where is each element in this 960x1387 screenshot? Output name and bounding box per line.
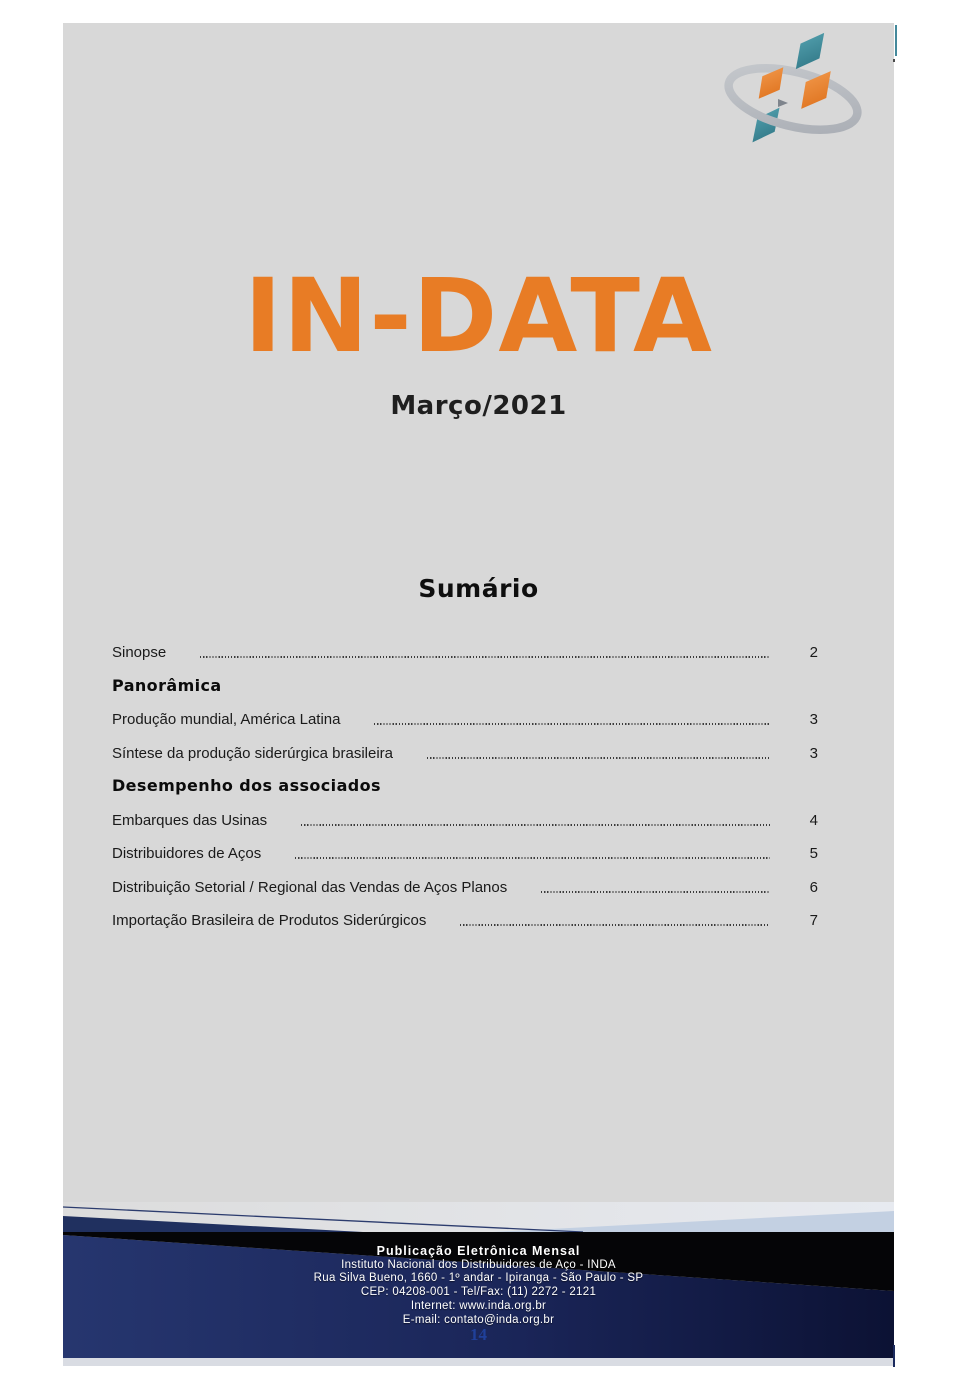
toc-page-number: 5 <box>809 845 818 862</box>
page <box>63 23 894 1366</box>
footer-institute-line: Instituto Nacional dos Distribuidores de Aço - INDA <box>341 1258 616 1271</box>
dotted-leader <box>427 757 770 759</box>
footer-contact-block <box>63 1245 894 1327</box>
table-of-contents <box>63 640 894 942</box>
toc-section-label: Desempenho dos associados <box>112 776 381 795</box>
summary-heading: Sumário <box>418 574 539 603</box>
toc-page-number: 6 <box>809 878 818 896</box>
footer-email-line[interactable]: E-mail: contato@inda.org.br <box>402 1313 555 1326</box>
toc-entry-producao-mundial[interactable] <box>112 707 818 728</box>
edition-label: Março/2021 <box>390 391 567 421</box>
dotted-leader <box>541 891 770 893</box>
footer-cep-phone-line: CEP: 04208-001 - Tel/Fax: (11) 2272 - 2121 <box>360 1286 597 1299</box>
document-title: IN-DATA <box>244 257 713 376</box>
page-number: 14 <box>470 1325 487 1344</box>
page-edge-dot <box>893 59 895 62</box>
toc-entry-distribuicao-setorial[interactable] <box>112 875 818 896</box>
dotted-leader <box>295 857 770 859</box>
footer-address-line: Rua Silva Bueno, 1660 - 1º andar - Ipiranga - São Paulo - SP <box>313 1272 644 1285</box>
footer-website-line[interactable]: Internet: www.inda.org.br <box>410 1299 547 1312</box>
footer-publication-title: Publicação Eletrônica Mensal <box>376 1244 581 1258</box>
toc-entry-label: Síntese da produção siderúrgica brasileira <box>112 744 393 762</box>
toc-entry-label: Sinopse <box>112 644 167 661</box>
toc-page-number: 2 <box>809 644 818 661</box>
toc-entry-sintese-producao[interactable] <box>112 741 818 762</box>
toc-entry-sinopse[interactable] <box>112 640 818 661</box>
toc-section-desempenho <box>112 774 818 795</box>
page-edge-mark <box>895 25 897 56</box>
toc-entry-label: Produção mundial, América Latina <box>112 711 341 728</box>
toc-entry-label: Importação Brasileira de Produtos Siderúrgicos <box>112 912 427 929</box>
toc-page-number: 7 <box>809 912 818 929</box>
toc-entry-distribuidores[interactable] <box>112 841 818 862</box>
toc-page-number: 3 <box>809 711 818 728</box>
toc-entry-label: Distribuição Setorial / Regional das Vendas de Aços Planos <box>112 878 508 896</box>
toc-section-label: Panorâmica <box>112 675 222 695</box>
toc-entry-embarques[interactable] <box>112 808 818 829</box>
toc-page-number: 4 <box>809 811 818 829</box>
toc-entry-importacao[interactable] <box>112 908 818 929</box>
dotted-leader <box>301 824 770 826</box>
toc-entry-label: Embarques das Usinas <box>112 811 268 829</box>
toc-entry-label: Distribuidores de Aços <box>112 845 262 862</box>
dotted-leader <box>374 723 770 725</box>
inda-orbit-logo-icon <box>714 29 874 169</box>
dotted-leader <box>460 924 770 926</box>
page-edge-tick <box>893 1345 895 1367</box>
dotted-leader <box>200 656 770 658</box>
toc-page-number: 3 <box>809 744 818 762</box>
toc-section-panoramica <box>112 674 818 695</box>
